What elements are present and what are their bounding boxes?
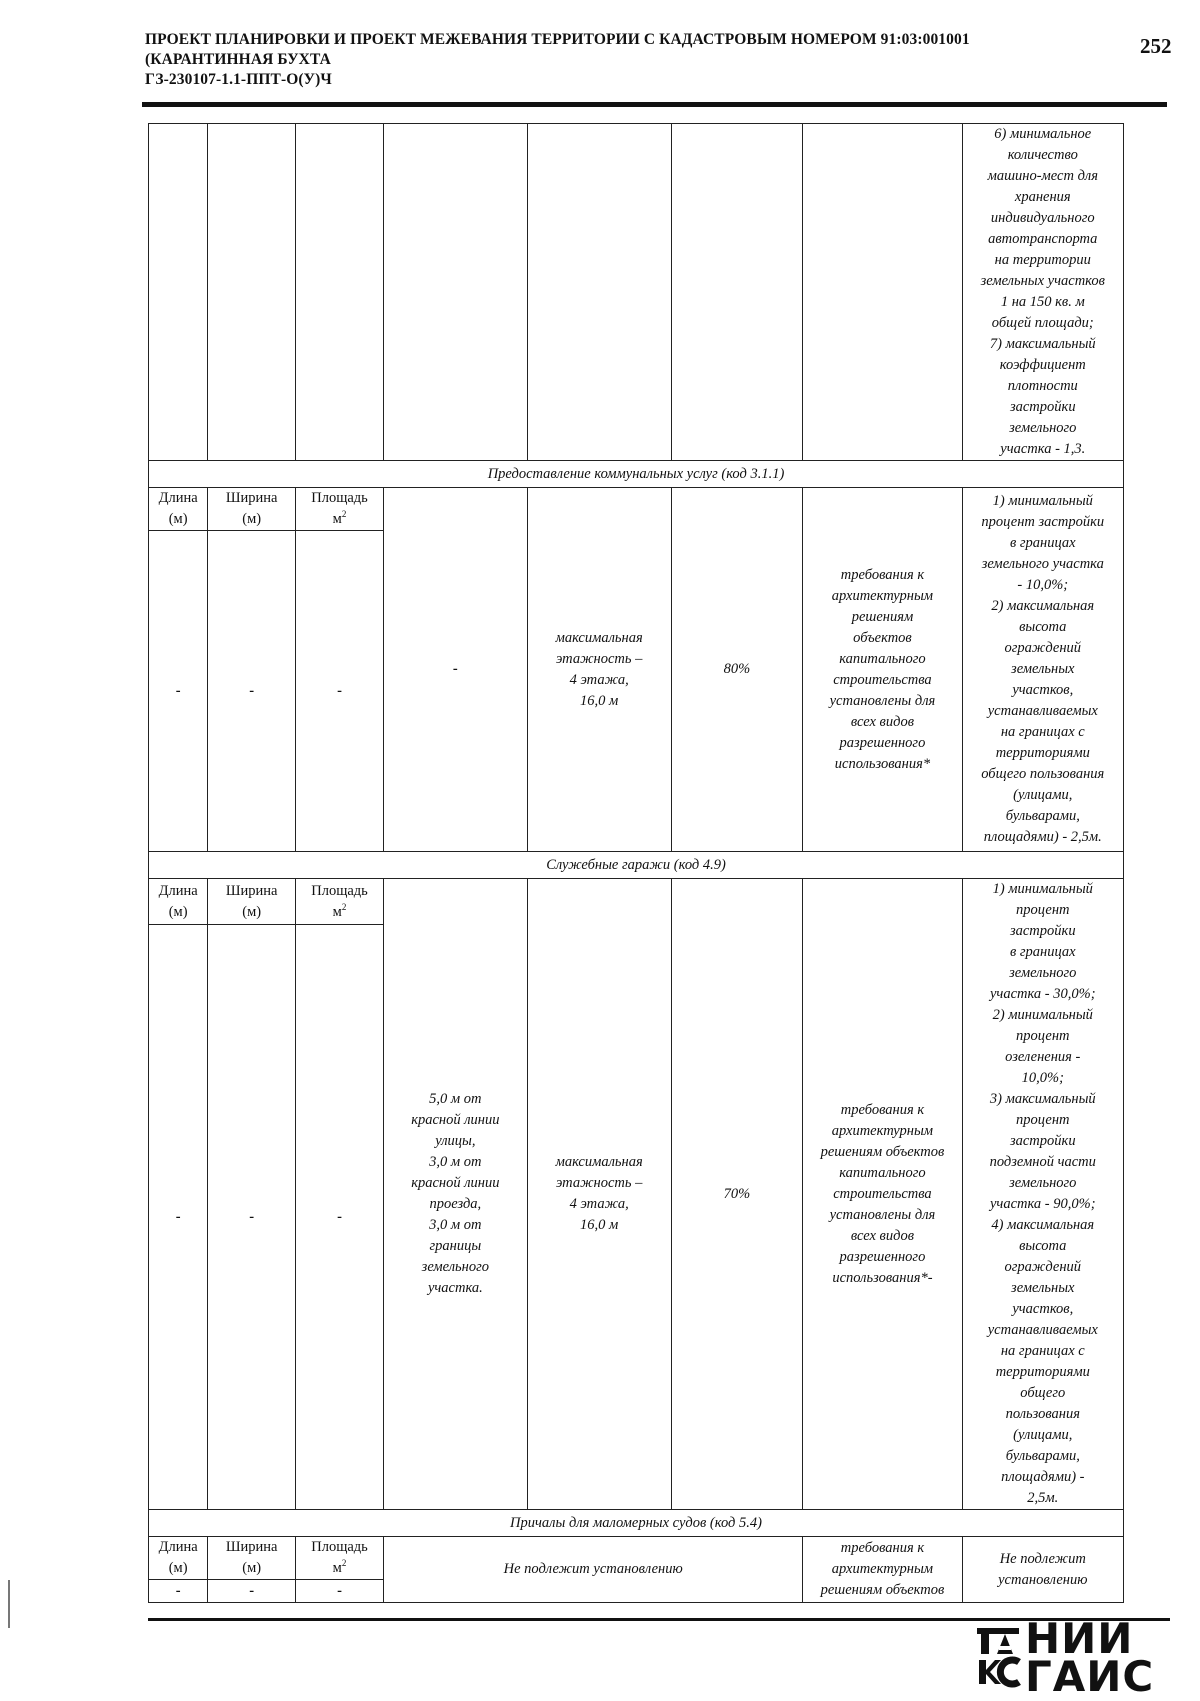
text-line: архитектурным <box>831 1561 934 1577</box>
text-line: земельного <box>1009 1175 1077 1191</box>
text-line: пользования <box>1005 1406 1080 1422</box>
text-line: высота <box>1019 619 1067 635</box>
text-line: максимальная <box>555 629 643 646</box>
table-row-header: Длина (м) Ширина (м) Площадь $м^2$ Не подлежит установлению требования к архитектурным решениям объектов Не подлежит установлению <box>149 1537 1124 1580</box>
text-line: 4 этажа, <box>569 671 629 688</box>
table-row-header: Длина (м) Ширина (м) Площадь $м^2$ - максимальная этажность – 4 этажа, 16,0 м 80% требования к архитектурным решениям объектов капитального строительства установлены для всех видов разрешенного использования* 1) минимальный процент застройки в границах земельного участка - 10,0%; 2) максимальная высота ограждений земельных участков, устанавливаемых на границах с территориями общего пользования (улицами, бульварами, площадями) - 2,5м. <box>149 488 1124 531</box>
text-line: устанавливаемых <box>987 1322 1098 1338</box>
logo-text-nii: НИИ <box>1025 1614 1134 1663</box>
floors-cell <box>527 879 671 1510</box>
text-line: разрешенного <box>839 1248 926 1265</box>
text-line: подземной части <box>989 1154 1096 1170</box>
text-line: участка - 30,0%; <box>990 986 1096 1002</box>
setback-cell <box>383 879 527 1510</box>
text-line: устанавливаемых <box>987 703 1098 719</box>
text-line: на границах с <box>1000 724 1085 740</box>
logo-emblem-icon <box>975 1624 1021 1690</box>
merged-not-established-cell: Не подлежит установлению <box>383 1537 802 1603</box>
text-line: застройки <box>1009 923 1076 939</box>
text-line: максимальная <box>555 1154 643 1170</box>
requirements-cell <box>803 879 962 1510</box>
params-cell <box>962 488 1123 852</box>
text-line: бульварами, <box>1005 808 1080 824</box>
params-cell <box>962 879 1123 1510</box>
text-line: 3) максимальный <box>989 1091 1096 1107</box>
text-line: 6) минимальное <box>994 126 1092 142</box>
header-title-line-1: ПРОЕКТ ПЛАНИРОВКИ И ПРОЕКТ МЕЖЕВАНИЯ ТЕРРИТОРИИ С КАДАСТРОВЫМ НОМЕРОМ 91:03:001001 <box>145 31 970 48</box>
percent-cell: 80% <box>671 488 803 852</box>
text-line: на территории <box>994 252 1091 268</box>
text-line: количество <box>1007 147 1078 163</box>
text-line: капитального <box>839 1164 926 1181</box>
text-line: 1 на 150 кв. м <box>1000 294 1085 310</box>
text-line: застройки <box>1009 1133 1076 1149</box>
text-line: разрешенного <box>839 734 926 751</box>
text-line: процент <box>1016 1112 1070 1128</box>
text-line: Не подлежит <box>999 1550 1086 1567</box>
text-line: этажность – <box>555 1175 643 1191</box>
text-line: 5,0 м от <box>429 1091 482 1107</box>
text-line: площадями) - <box>1001 1469 1085 1485</box>
text-line: на границах с <box>1000 1343 1085 1359</box>
text-line: земельных участков <box>980 273 1105 289</box>
text-line: установлению <box>998 1571 1088 1588</box>
text-line: участков, <box>1012 682 1074 698</box>
section-title-row <box>149 461 1124 488</box>
text-line: высота <box>1019 1238 1067 1254</box>
text-line: красной линии <box>411 1175 500 1191</box>
section-title-berths: Причалы для маломерных судов (код 5.4) <box>149 1510 1124 1537</box>
text-line: коэффициент <box>999 357 1086 373</box>
text-line: 1) минимальный <box>992 881 1093 897</box>
text-line: земельных <box>1011 661 1075 677</box>
text-line: строительства <box>833 671 932 688</box>
text-line: земельного участка <box>981 556 1104 572</box>
text-line: индивидуального <box>990 210 1095 226</box>
header-title-line-2: (КАРАНТИННАЯ БУХТА <box>145 51 331 68</box>
table-row-continuation <box>149 124 1124 461</box>
params-cell <box>962 1537 1123 1603</box>
scan-artifact <box>8 1580 10 1628</box>
logo-text-gais: ГАИС <box>1025 1652 1155 1701</box>
text-line: ограждений <box>1004 640 1082 656</box>
text-line: решениям объектов <box>820 1143 945 1160</box>
percent-cell: 70% <box>671 879 803 1510</box>
text-line: территориями <box>995 1364 1090 1380</box>
text-line: 16,0 м <box>580 692 619 709</box>
text-line: - 10,0%; <box>1017 577 1069 593</box>
text-line: решениям <box>851 608 914 625</box>
table-row: - - - <box>149 925 1124 1510</box>
text-line: 2,5м. <box>1027 1490 1059 1506</box>
text-line: проезда, <box>429 1196 482 1212</box>
text-line: 16,0 м <box>580 1217 619 1233</box>
text-line: в границах <box>1009 535 1076 551</box>
floors-cell <box>527 488 671 852</box>
text-line: всех видов <box>850 713 914 730</box>
params-cell-continuation <box>962 124 1123 461</box>
section-title-garages: Служебные гаражи (код 4.9) <box>149 852 1124 879</box>
text-line: границы <box>429 1238 482 1254</box>
text-line: участков, <box>1012 1301 1074 1317</box>
text-line: процент застройки <box>981 514 1105 530</box>
table-row: - - - <box>149 531 1124 852</box>
zoning-regulations-table <box>148 123 1124 1603</box>
text-line: территориями <box>995 745 1090 761</box>
text-line: застройки <box>1009 399 1076 415</box>
text-line: установлены для <box>829 1206 936 1223</box>
table-row-header: Длина (м) Ширина (м) Площадь $м^2$ 5,0 м от красной линии улицы, 3,0 м от красной линии проезда, 3,0 м от границы земельного участка. максимальная этажность – 4 этажа, 16,0 м 70% требования к архитектурным решениям объектов капитального строительства установлены для всех видов разрешенного использования*- 1) минимальный процент застройки в границах земельного участка - 30,0%; 2) минимальный процент озеленения - 10,0%; 3) максимальный процент застройки подземной части земельного участка - 90,0%; 4) максимальная высота ограждений земельных участков, устанавливаемых на границах с территориями общего пользования (улицами, бульварами, площадями) - 2,5м. <box>149 879 1124 925</box>
text-line: требования к <box>840 566 925 583</box>
text-line: 10,0%; <box>1021 1070 1064 1086</box>
requirements-cell <box>803 1537 962 1603</box>
text-line: участка - 90,0%; <box>990 1196 1096 1212</box>
text-line: (улицами, <box>1013 1427 1073 1443</box>
text-line: земельного <box>1009 965 1077 981</box>
text-line: архитектурным <box>831 587 934 604</box>
text-line: 2) максимальная <box>991 598 1095 614</box>
text-line: озеленения - <box>1005 1049 1081 1065</box>
text-line: капитального <box>839 650 926 667</box>
text-line: общей площади; <box>991 315 1094 331</box>
text-line: земельного <box>421 1259 490 1275</box>
text-line: красной линии <box>411 1112 500 1128</box>
text-line: - <box>452 661 458 677</box>
niigais-logo <box>975 1614 1180 1701</box>
text-line: земельных <box>1011 1280 1075 1296</box>
text-line: использования*- <box>832 1269 933 1286</box>
text-line: в границах <box>1009 944 1076 960</box>
text-line: всех видов <box>850 1227 914 1244</box>
text-line: 4 этажа, <box>569 1196 629 1212</box>
section-title-row <box>149 1510 1124 1537</box>
text-line: общего пользования <box>981 766 1105 782</box>
text-line: 4) максимальная <box>991 1217 1095 1233</box>
text-line: ограждений <box>1004 1259 1082 1275</box>
requirements-cell <box>803 488 962 852</box>
document-header <box>145 30 1065 90</box>
text-line: общего <box>1020 1385 1066 1401</box>
text-line: 3,0 м от <box>429 1154 482 1170</box>
section-title-utilities: Предоставление коммунальных услуг (код 3.1.1) <box>149 461 1124 488</box>
text-line: 2) минимальный <box>992 1007 1093 1023</box>
text-line: хранения <box>1014 189 1071 205</box>
text-line: улицы, <box>435 1133 476 1149</box>
text-line: (улицами, <box>1013 787 1073 803</box>
text-line: участка - 1,3. <box>1000 441 1086 457</box>
setback-cell <box>383 488 527 852</box>
text-line: процент <box>1016 902 1070 918</box>
section-title-row <box>149 852 1124 879</box>
header-document-code: ГЗ-230107-1.1-ППТ-О(У)Ч <box>145 71 332 88</box>
text-line: этажность – <box>555 650 643 667</box>
text-line: автотранспорта <box>988 231 1098 247</box>
text-line: бульварами, <box>1005 1448 1080 1464</box>
text-line: 1) минимальный <box>992 493 1093 509</box>
text-line: строительства <box>833 1185 932 1202</box>
text-line: решениям объектов <box>820 1582 945 1598</box>
text-line: установлены для <box>829 692 936 709</box>
text-line: участка. <box>427 1280 483 1296</box>
text-line: площадями) - 2,5м. <box>983 829 1102 845</box>
text-line: требования к <box>840 1540 925 1556</box>
text-line: требования к <box>840 1101 925 1118</box>
text-line: 7) максимальный <box>989 336 1096 352</box>
text-line: машино-мест для <box>987 168 1098 184</box>
table-row: - - - <box>149 1580 1124 1603</box>
text-line: 3,0 м от <box>429 1217 482 1233</box>
text-line: процент <box>1016 1028 1070 1044</box>
page-number: 252 <box>1140 34 1172 58</box>
header-divider <box>142 102 1167 107</box>
text-line: земельного <box>1009 420 1077 436</box>
text-line: плотности <box>1007 378 1078 394</box>
text-line: использования* <box>834 755 931 772</box>
text-line: объектов <box>853 629 912 646</box>
text-line: архитектурным <box>831 1122 934 1139</box>
